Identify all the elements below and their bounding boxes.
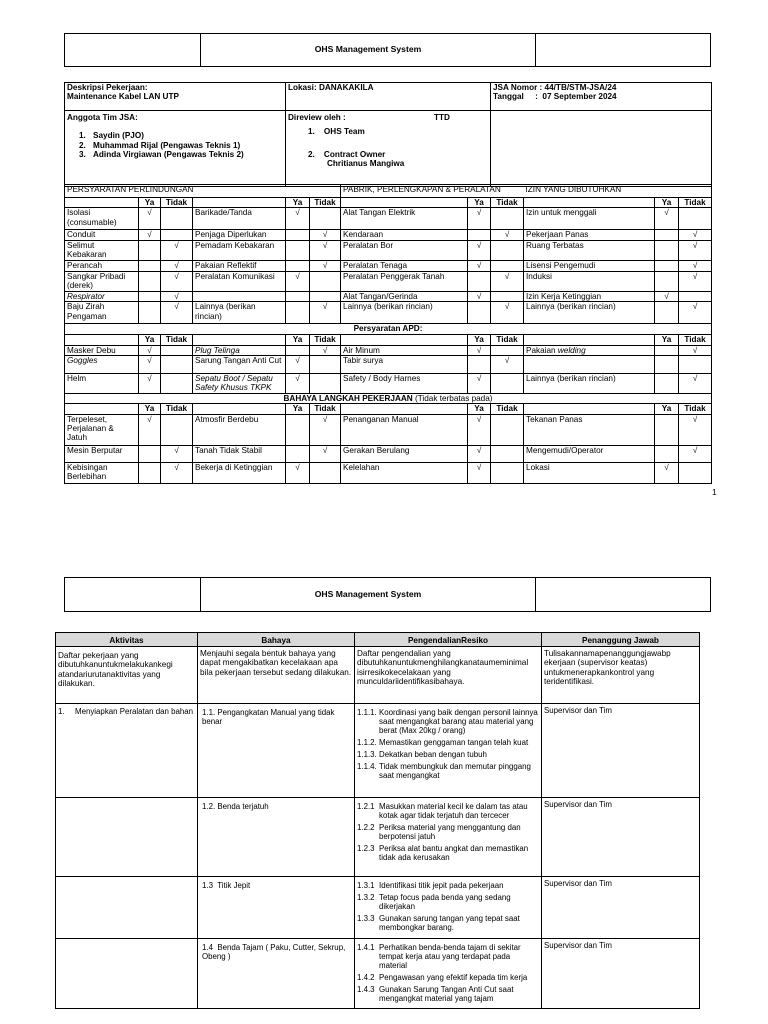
- header-right-cell: [536, 34, 710, 66]
- item-label: Sangkar Pribadi (derek): [65, 271, 139, 291]
- item-label: Terpeleset, Perjalanan & Jatuh: [65, 414, 139, 445]
- table-row: [65, 291, 712, 301]
- check-ya: [286, 240, 310, 260]
- item-label: Isolasi (consumable): [65, 208, 139, 230]
- item-label: Pekerjaan Panas: [524, 230, 655, 240]
- check-ya: √: [468, 373, 491, 393]
- check-ya: [286, 414, 310, 445]
- col-bahaya: Bahaya: [198, 633, 355, 647]
- requirements-table: [64, 184, 712, 484]
- table-row: [65, 355, 712, 373]
- check-tidak: [310, 462, 341, 483]
- section-izin: IZIN YANG DIBUTUHKAN: [524, 185, 712, 198]
- item-label: Masker Debu: [65, 345, 139, 355]
- apd-heading-row: [65, 324, 712, 335]
- check-ya: [286, 302, 310, 324]
- check-ya: [655, 414, 679, 445]
- check-ya: √: [655, 462, 679, 483]
- responsible-cell: Supervisor dan Tim: [542, 939, 700, 1009]
- check-ya: √: [139, 345, 161, 355]
- hazard-cell: [198, 704, 355, 798]
- item-label: [193, 291, 286, 301]
- lokasi-cell: Lokasi: DANAKAKILA: [286, 83, 491, 111]
- item-label: Kelelahan: [341, 462, 468, 483]
- reviewer-2-name: Chritianus Mangiwa: [327, 159, 405, 169]
- control-item: 1.2.3 Periksa alat bantu angkat dan memastikan tidak ada kerusakan: [357, 844, 529, 863]
- section-heading-row: [65, 185, 712, 198]
- check-ya: [139, 271, 161, 291]
- table-row: [65, 445, 712, 462]
- activity-cell: [56, 798, 198, 877]
- col-aktivitas: Aktivitas: [56, 633, 198, 647]
- item-label: Selimut Kebakaran: [65, 240, 139, 260]
- bahaya-heading-row: [65, 393, 712, 403]
- check-ya: [286, 230, 310, 240]
- item-label: Bekerja di Ketinggian: [193, 462, 286, 483]
- check-tidak: √: [491, 230, 524, 240]
- check-ya: [655, 373, 679, 393]
- page1-header-box: [64, 33, 711, 67]
- check-ya: √: [286, 373, 310, 393]
- item-label: Mengemudi/Operator: [524, 445, 655, 462]
- check-tidak: [310, 271, 341, 291]
- check-tidak: [161, 355, 193, 373]
- control-cell: [355, 939, 542, 1009]
- control-item: 1.3.2 Tetap focus pada benda yang sedang dikerjakan: [357, 893, 511, 912]
- item-label: [524, 355, 655, 373]
- check-ya: √: [468, 260, 491, 271]
- item-label: Kendaraan: [341, 230, 468, 240]
- check-ya: √: [468, 208, 491, 230]
- header-title: OHS Management System: [200, 578, 536, 611]
- item-label: Lainnya (berikan rincian): [524, 373, 655, 393]
- check-tidak: √: [161, 260, 193, 271]
- desc-pengendalian: Daftar pengendalian yang dibutuhkanuntukmenghilangkanataumeminimal isirresikokecelakaan yang munculdariidentifikasibahaya.: [355, 647, 542, 704]
- check-tidak: √: [310, 445, 341, 462]
- check-tidak: [310, 208, 341, 230]
- table-row: [65, 240, 712, 260]
- check-tidak: [491, 345, 524, 355]
- hazard-label: 1.4 Benda Tajam ( Paku, Cutter, Sekrup, Obeng ): [202, 943, 348, 962]
- item-label: Perancah: [65, 260, 139, 271]
- control-cell: [355, 798, 542, 877]
- list-item: 1. Saydin (PJO): [79, 131, 144, 141]
- control-item: 1.4.2 Pengawasan yang efektif kepada tim kerja: [357, 973, 528, 983]
- control-item: 1.1.2. Memastikan genggaman tangan telah kuat: [357, 738, 529, 748]
- item-label: Atmosfir Berdebu: [193, 414, 286, 445]
- check-tidak: √: [679, 445, 712, 462]
- check-ya: √: [468, 345, 491, 355]
- hazard-cell: [198, 877, 355, 939]
- control-item: 1.1.4. Tidak membungkuk dan memutar pinggang saat mengangkat: [357, 762, 531, 781]
- deskripsi-value: Maintenance Kabel LAN UTP: [67, 92, 179, 102]
- check-tidak: √: [161, 302, 193, 324]
- check-tidak: [679, 462, 712, 483]
- check-ya: [655, 230, 679, 240]
- check-tidak: [310, 373, 341, 393]
- deskripsi-label: Deskripsi Pekerjaan:: [67, 83, 148, 92]
- check-tidak: √: [679, 271, 712, 291]
- check-ya: [139, 260, 161, 271]
- list-item: 3. Adinda Virgiawan (Pengawas Teknis 2): [79, 150, 244, 160]
- check-ya: [468, 302, 491, 324]
- check-tidak: √: [679, 414, 712, 445]
- check-tidak: √: [491, 302, 524, 324]
- anggota-list: [79, 131, 283, 159]
- check-ya: [286, 345, 310, 355]
- item-label: Tekanan Panas: [524, 414, 655, 445]
- activity-cell: [56, 704, 198, 798]
- check-ya: √: [286, 462, 310, 483]
- check-ya: [139, 240, 161, 260]
- control-item: 1.3.3 Gunakan sarung tangan yang tepat saat membongkar barang.: [357, 914, 520, 933]
- item-label: Lainnya (berikan rincian): [193, 302, 286, 324]
- check-tidak: [161, 414, 193, 445]
- check-tidak: [491, 414, 524, 445]
- check-ya: √: [468, 445, 491, 462]
- check-tidak: [491, 208, 524, 230]
- section-apd: Persyaratan APD:: [65, 324, 712, 335]
- check-tidak: √: [161, 462, 193, 483]
- check-ya: √: [468, 291, 491, 301]
- check-ya: √: [139, 373, 161, 393]
- reviewer-1: 1. OHS Team: [308, 127, 365, 137]
- check-tidak: √: [161, 240, 193, 260]
- check-ya: [286, 445, 310, 462]
- check-tidak: [679, 291, 712, 301]
- section-pabrik: PABRIK, PERLENGKAPAN & PERALATAN: [341, 185, 524, 198]
- check-tidak: √: [679, 373, 712, 393]
- check-ya: [139, 462, 161, 483]
- section-perlindungan: PERSYARATAN PERLINDUNGAN: [65, 185, 193, 198]
- item-label: Peralatan Tenaga: [341, 260, 468, 271]
- table-row: [56, 939, 700, 1009]
- activity-cell: [56, 877, 198, 939]
- check-tidak: √: [161, 271, 193, 291]
- list-item: 2. Muhammad Rijal (Pengawas Teknis 1): [79, 140, 241, 150]
- item-label: Ruang Terbatas: [524, 240, 655, 260]
- item-label: Alat Tangan/Gerinda: [341, 291, 468, 301]
- table-row: [65, 414, 712, 445]
- item-label: Pakaian Reflektif: [193, 260, 286, 271]
- table-row: [56, 704, 700, 798]
- ttd-label: TTD: [434, 113, 450, 122]
- deskripsi-cell: [65, 83, 286, 111]
- header-logo-cell: [65, 578, 200, 611]
- check-ya: [655, 445, 679, 462]
- check-ya: √: [286, 355, 310, 373]
- check-ya: [468, 355, 491, 373]
- item-label: Tabir surya: [341, 355, 468, 373]
- check-tidak: √: [679, 260, 712, 271]
- control-item: 1.2.1 Masukkan material kecil ke dalam tas atau kotak agar tidak terjatuh dan tercecer: [357, 802, 528, 821]
- check-ya: √: [139, 230, 161, 240]
- item-label: Conduit: [65, 230, 139, 240]
- check-ya: √: [468, 240, 491, 260]
- item-label: Plug Telinga: [193, 345, 286, 355]
- item-label: Peralatan Komunikasi: [193, 271, 286, 291]
- description-row: [56, 647, 700, 704]
- table-row: [65, 260, 712, 271]
- check-tidak: [679, 355, 712, 373]
- check-tidak: [491, 291, 524, 301]
- hazard-label: 1.3 Titik Jepit: [202, 881, 251, 890]
- check-tidak: [310, 355, 341, 373]
- table-row: [56, 877, 700, 939]
- check-tidak: √: [161, 291, 193, 301]
- anggota-cell: [65, 111, 286, 187]
- desc-bahaya: Menjauhi segala bentuk bahaya yang dapat mengakibatkan kecelakaan apa bila pekerjaan tersebut sedang dilakukan.: [198, 647, 355, 704]
- check-tidak: [491, 373, 524, 393]
- control-item: 1.1.3. Dekatkan beban dengan tubuh: [357, 750, 487, 760]
- item-label: Helm: [65, 373, 139, 393]
- ya-tidak-header-row: Ya Tidak Ya Tidak Ya Tidak Ya Tidak: [65, 198, 712, 208]
- check-tidak: [161, 230, 193, 240]
- control-cell: [355, 704, 542, 798]
- item-label: Izin Kerja Ketinggian: [524, 291, 655, 301]
- item-label: Kebisingan Berlebihan: [65, 462, 139, 483]
- activity-label: Menyiapkan Peralatan dan bahan: [75, 707, 194, 716]
- item-label: Goggles: [65, 355, 139, 373]
- check-ya: [655, 345, 679, 355]
- check-tidak: √: [310, 240, 341, 260]
- item-label: Barikade/Tanda: [193, 208, 286, 230]
- desc-aktivitas: Daftar pekerjaan yang dibutuhkanuntukmelakukankegi atandariurutanaktivitas yang dilakukan.: [56, 647, 198, 704]
- check-tidak: √: [679, 345, 712, 355]
- check-ya: [468, 271, 491, 291]
- check-tidak: [491, 240, 524, 260]
- check-ya: [655, 355, 679, 373]
- check-ya: √: [139, 208, 161, 230]
- item-label: Pakaian welding: [524, 345, 655, 355]
- hazard-cell: [198, 939, 355, 1009]
- check-tidak: [491, 462, 524, 483]
- ya-tidak-header-row: Ya Tidak Ya Tidak Ya Tidak Ya Tidak: [65, 335, 712, 345]
- header-logo-cell: [65, 34, 200, 66]
- anggota-label: Anggota Tim JSA:: [67, 113, 138, 122]
- jsa-number-cell: [491, 83, 712, 111]
- check-tidak: √: [491, 355, 524, 373]
- check-ya: √: [139, 355, 161, 373]
- direview-cell: [286, 111, 491, 187]
- direview-label: Direview oleh :: [288, 113, 346, 122]
- item-label: Lainnya (berikan rincian): [524, 302, 655, 324]
- check-ya: [139, 445, 161, 462]
- col-pengendalian: PengendalianResiko: [355, 633, 542, 647]
- check-tidak: √: [679, 302, 712, 324]
- table-row: [65, 302, 712, 324]
- check-ya: √: [655, 208, 679, 230]
- item-label: Alat Tangan Elektrik: [341, 208, 468, 230]
- table-header-row: [56, 633, 700, 647]
- control-item: 1.4.1 Perhatikan benda-benda tajam di sekitar tempat kerja atau yang terdapat pada material: [357, 943, 521, 971]
- table-row: [65, 462, 712, 483]
- item-label: Induksi: [524, 271, 655, 291]
- check-ya: [655, 302, 679, 324]
- responsible-cell: Supervisor dan Tim: [542, 877, 700, 939]
- item-label: Pemadam Kebakaran: [193, 240, 286, 260]
- check-tidak: √: [491, 271, 524, 291]
- table-row: [65, 230, 712, 240]
- check-tidak: √: [310, 260, 341, 271]
- item-label: Peralatan Bor: [341, 240, 468, 260]
- item-label: Sepatu Boot / Sepatu Safety Khusus TKPK: [193, 373, 286, 393]
- control-item: 1.3.1 Identifikasi titik jepit pada pekerjaan: [357, 881, 504, 890]
- table-row: [56, 798, 700, 877]
- hazard-label: 1.2. Benda terjatuh: [202, 802, 269, 811]
- check-ya: [655, 240, 679, 260]
- table-row: [65, 345, 712, 355]
- col-penanggung: Penanggung Jawab: [542, 633, 700, 647]
- activity-cell: [56, 939, 198, 1009]
- item-label: Lisensi Pengemudi: [524, 260, 655, 271]
- check-tidak: [161, 345, 193, 355]
- table-row: [65, 208, 712, 230]
- item-label: Respirator: [65, 291, 139, 301]
- check-ya: √: [139, 414, 161, 445]
- check-tidak: √: [161, 445, 193, 462]
- check-ya: [286, 260, 310, 271]
- check-ya: [286, 291, 310, 301]
- reviewer-2: 2. Contract Owner: [308, 149, 386, 159]
- hazard-label: 1.1. Pengangkatan Manual yang tidak benar: [202, 708, 337, 727]
- check-tidak: √: [310, 302, 341, 324]
- responsible-cell: Supervisor dan Tim: [542, 798, 700, 877]
- item-label: Mesin Berputar: [65, 445, 139, 462]
- check-tidak: √: [310, 230, 341, 240]
- jsa-info-table: [64, 82, 712, 187]
- activity-number: 1.: [58, 707, 65, 716]
- check-ya: [655, 271, 679, 291]
- item-label: Air Minum: [341, 345, 468, 355]
- check-ya: √: [655, 291, 679, 301]
- responsible-cell: Supervisor dan Tim: [542, 704, 700, 798]
- item-label: Safety / Body Harnes: [341, 373, 468, 393]
- ya-tidak-header-row: Ya Tidak Ya Tidak Ya Tidak Ya Tidak: [65, 404, 712, 414]
- table-row: [65, 271, 712, 291]
- hazard-cell: [198, 798, 355, 877]
- check-ya: [655, 260, 679, 271]
- empty-cell: [491, 111, 712, 187]
- item-label: Lainnya (berikan rincian): [341, 302, 468, 324]
- item-label: Gerakan Berulang: [341, 445, 468, 462]
- control-item: 1.4.3 Gunakan Sarung Tangan Anti Cut saat mengangkat material yang tajam: [357, 985, 514, 1004]
- check-ya: √: [468, 462, 491, 483]
- jsa-tanggal: Tanggal : 07 September 2024: [493, 92, 617, 102]
- check-tidak: [310, 291, 341, 301]
- check-tidak: √: [679, 240, 712, 260]
- control-item: 1.1.1. Koordinasi yang baik dengan personil lainnya saat mengangkat barang atau material yang berat (Max 20kg / orang): [357, 708, 538, 736]
- jsa-nomor: JSA Nomor : 44/TB/STM-JSA/24: [493, 83, 617, 92]
- control-cell: [355, 877, 542, 939]
- check-ya: [139, 302, 161, 324]
- item-label: Tanah Tidak Stabil: [193, 445, 286, 462]
- table-row: [65, 373, 712, 393]
- check-ya: √: [286, 271, 310, 291]
- check-ya: [468, 230, 491, 240]
- check-tidak: [491, 445, 524, 462]
- check-tidak: [161, 208, 193, 230]
- item-label: Penanganan Manual: [341, 414, 468, 445]
- item-label: Baju Zirah Pengaman: [65, 302, 139, 324]
- check-tidak: [679, 208, 712, 230]
- item-label: Penjaga Diperlukan: [193, 230, 286, 240]
- check-tidak: √: [310, 414, 341, 445]
- check-tidak: √: [679, 230, 712, 240]
- risk-control-table: [55, 632, 700, 1009]
- check-tidak: [161, 373, 193, 393]
- item-label: Lokasi: [524, 462, 655, 483]
- section-bahaya: BAHAYA LANGKAH PEKERJAAN (Tidak terbatas pada): [65, 393, 712, 403]
- page-number: 1: [712, 487, 717, 497]
- control-item: 1.2.2 Periksa material yang menggantung dan berpotensi jatuh: [357, 823, 521, 842]
- check-ya: [139, 291, 161, 301]
- header-right-cell: [536, 578, 710, 611]
- check-tidak: [491, 260, 524, 271]
- check-ya: √: [468, 414, 491, 445]
- desc-penanggung: Tulisakannamapenanggungjawabp ekerjaan (supervisor keatas) untukmenerapkankontrol yang teridentifikasi.: [542, 647, 700, 704]
- header-title: OHS Management System: [200, 34, 536, 66]
- check-ya: √: [286, 208, 310, 230]
- item-label: Sarung Tangan Anti Cut: [193, 355, 286, 373]
- item-label: Peralatan Penggerak Tanah: [341, 271, 468, 291]
- item-label: Izin untuk menggali: [524, 208, 655, 230]
- page2-header-box: [64, 577, 711, 612]
- check-tidak: √: [310, 345, 341, 355]
